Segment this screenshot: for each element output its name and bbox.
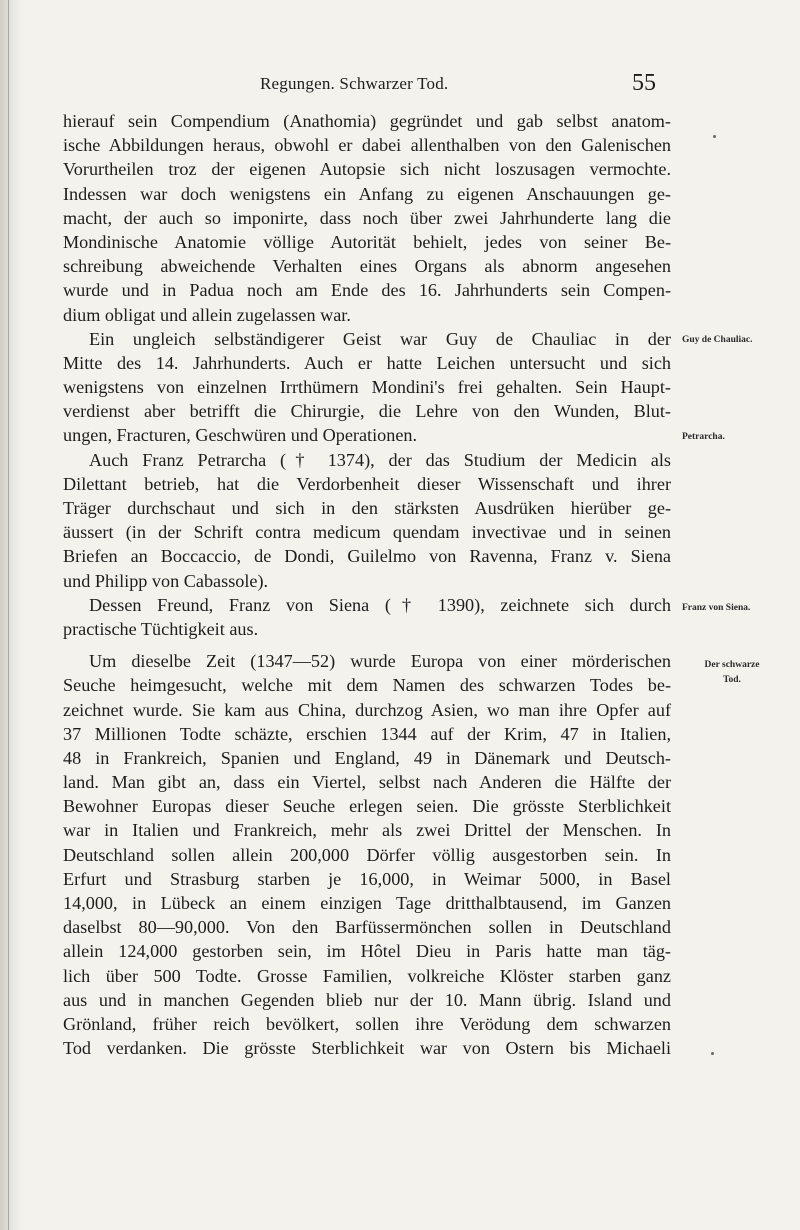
text-line: Briefen an Boccaccio, de Dondi, Guilelmo von Ravenna, Franz v. Siena — [63, 546, 671, 567]
page-header — [0, 70, 800, 102]
text-line: Mondinische Anatomie völlige Autorität behielt, jedes von seiner Be- — [63, 231, 671, 252]
text-line: Erfurt und Strasburg starben je 16,000, in Weimar 5000, in Basel — [63, 868, 671, 889]
page-binding-edge — [0, 0, 22, 1230]
text-line: practische Tüchtigkeit aus. — [63, 618, 259, 639]
text-line: Dessen Freund, Franz von Siena († 1390), zeichnete sich durch — [89, 594, 671, 615]
text-line: Tod verdanken. Die grösste Sterblichkeit war von Ostern bis Michaeli — [63, 1038, 671, 1059]
margin-note-schwarzer-tod-line2: Tod. — [723, 675, 741, 685]
text-line: 14,000, in Lübeck an einem einzigen Tage dritthalbtausend, im Ganzen — [63, 893, 671, 913]
text-line: wenigstens von einzelnen Irrthümern Mondini's frei gehalten. Sein Haupt- — [63, 377, 671, 398]
print-speck — [713, 135, 716, 138]
margin-note-guy-de-chauliac: Guy de Chauliac. — [682, 335, 753, 345]
text-line: Seuche heimgesucht, welche mit dem Namen des schwarzen Todes be- — [63, 675, 671, 696]
text-line: Bewohner Europas dieser Seuche erlegen seien. Die grösste Sterblichkeit — [63, 796, 671, 817]
text-line: dium obligat und allein zugelassen war. — [63, 304, 351, 325]
text-line: war in Italien und Frankreich, mehr als zwei Drittel der Menschen. In — [63, 820, 671, 841]
text-line: 37 Millionen Todte schäzte, erschien 1344 auf der Krim, 47 in Italien, — [63, 723, 671, 744]
print-speck — [711, 1052, 714, 1055]
page-number: 55 — [632, 70, 656, 96]
text-line: Grönland, früher reich bevölkert, sollen ihre Verödung dem schwarzen — [63, 1013, 671, 1034]
text-line: aus und in manchen Gegenden blieb nur der 10. Mann übrig. Island und — [63, 989, 671, 1010]
text-line: Mitte des 14. Jahrhunderts. Auch er hatte Leichen untersucht und sich — [63, 352, 671, 373]
text-line: Deutschland sollen allein 200,000 Dörfer völlig ausgestorben sein. In — [63, 844, 671, 865]
text-line: verdienst aber betrifft die Chirurgie, die Lehre von den Wunden, Blut- — [63, 401, 671, 422]
text-line: allein 124,000 gestorben sein, im Hôtel Dieu in Paris hatte man täg- — [63, 941, 671, 962]
text-line: wurde und in Padua noch am Ende des 16. Jahrhunderts sein Compen- — [63, 280, 671, 301]
text-line: Um dieselbe Zeit (1347—52) wurde Europa von einer mörderischen — [89, 651, 671, 672]
text-line: ungen, Fracturen, Geschwüren und Operationen. — [63, 425, 418, 446]
text-line: Vorurtheilen troz der eigenen Autopsie sich nicht loszusagen vermochte. — [63, 159, 671, 180]
text-line: Ein ungleich selbständigerer Geist war Guy de Chauliac in der — [89, 328, 671, 349]
margin-note-petrarcha: Petrarcha. — [682, 432, 725, 442]
text-line: land. Man gibt an, dass ein Viertel, selbst nach Anderen die Hälfte der — [63, 772, 671, 793]
text-line: Indessen war doch wenigstens ein Anfang zu eigenen Anschauungen ge- — [63, 183, 671, 204]
text-line: Träger durchschaut und sich in den stärksten Ausdrüken hierüber ge- — [63, 498, 671, 518]
text-line: hierauf sein Compendium (Anathomia) gegründet und gab selbst anatom- — [63, 111, 671, 131]
text-line: äussert (in der Schrift contra medicum quendam invectivae und in seinen — [63, 522, 671, 543]
text-line: Auch Franz Petrarcha († 1374), der das Studium der Medicin als — [89, 449, 671, 470]
text-line: Dilettant betrieb, hat die Verdorbenheit dieser Wissenschaft und ihrer — [63, 473, 671, 494]
text-line: schreibung abweichende Verhalten eines Organs als abnorm angesehen — [63, 256, 671, 277]
text-line: daselbst 80—90,000. Von den Barfüssermönchen sollen in Deutschland — [63, 917, 671, 938]
running-title: Regungen. Schwarzer Tod. — [260, 74, 449, 93]
text-line: macht, der auch so imponirte, dass noch über zwei Jahrhunderte lang die — [63, 207, 671, 228]
margin-note-franz-von-siena: Franz von Siena. — [682, 603, 751, 613]
text-line: 48 in Frankreich, Spanien und England, 49 in Dänemark und Deutsch- — [63, 747, 671, 768]
body-text — [63, 109, 671, 1060]
text-line: lich über 500 Todte. Grosse Familien, volkreiche Klöster starben ganz — [63, 965, 671, 986]
text-line: ische Abbildungen heraus, obwohl er dabei allenthalben von den Galenischen — [63, 135, 671, 156]
text-line: und Philipp von Cabassole). — [63, 570, 269, 591]
margin-note-schwarzer-tod-line1: Der schwarze — [704, 660, 760, 670]
text-line: zeichnet wurde. Sie kam aus China, durchzog Asien, wo man ihre Opfer auf — [63, 699, 671, 720]
